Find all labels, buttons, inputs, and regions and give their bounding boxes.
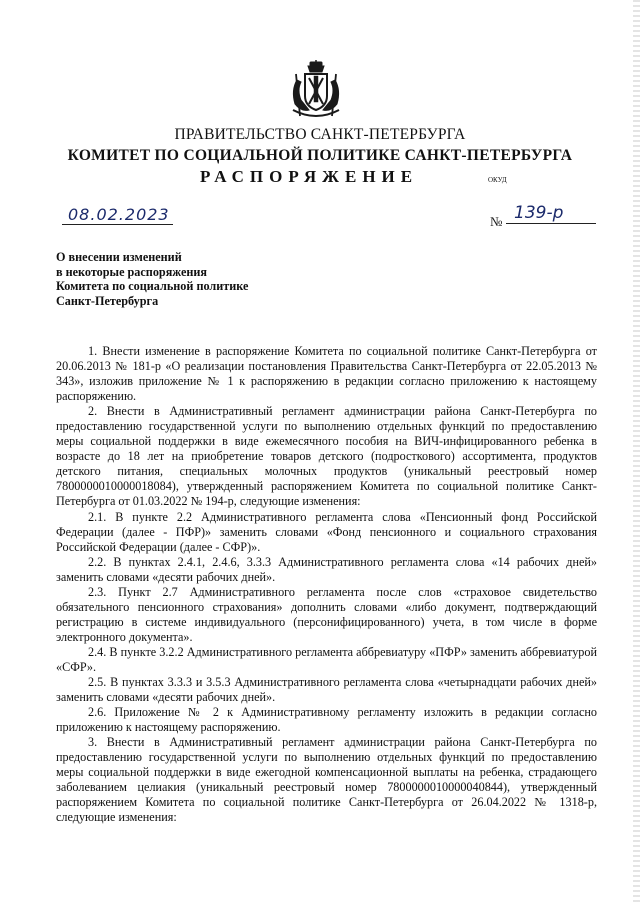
paragraph: 2.6. Приложение № 2 к Административному регламенту изложить в редакции согласно приложению к настоящему распоряжению. bbox=[56, 705, 597, 735]
paragraph: 3. Внести в Административный регламент администрации района Санкт-Петербурга по предоставлению государственной услуги по выполнению отдельных функций по предоставлению меры социальной поддержки в виде ежегодной компенсационной выплаты на ребенка, страдающего заболеванием целиакия (уникальный реестровый номер 7800000010000040844), утвержденный распоряжением Комитета по социальной политике Санкт-Петербурга от 26.04.2022 № 1318-р, следующие изменения: bbox=[56, 735, 597, 825]
paragraph: 2. Внести в Административный регламент администрации района Санкт-Петербурга по предоставлению государственной услуги по выполнению отдельных функций по предоставлению меры социальной поддержки в виде ежемесячного пособия на ВИЧ-инфицированного ребенка в возрасте до 18 лет на приобретение товаров детского (подросткового) ассортимента, продуктов детского питания, специальных молочных продуктов (уникальный реестровый номер 7800000010000018084), утвержденный распоряжением Комитета по социальной политике Санкт-Петербурга от 01.03.2022 № 194-р, следующие изменения: bbox=[56, 404, 597, 509]
document-date: 08.02.2023 bbox=[62, 205, 173, 225]
paragraph: 2.5. В пунктах 3.3.3 и 3.5.3 Административного регламента слова «четырнадцати рабочих дней» заменить словами «десяти рабочих дней». bbox=[56, 675, 597, 705]
subject-block bbox=[56, 250, 248, 308]
paragraph: 1. Внести изменение в распоряжение Комитета по социальной политике Санкт-Петербурга от 20.06.2013 № 181-р «О реализации постановления Правительства Санкт-Петербурга от 22.05.2013 № 343», изложив приложение № 1 к распоряжению в редакции согласно приложению к настоящему распоряжению. bbox=[56, 344, 597, 404]
number-label: № bbox=[490, 214, 503, 229]
document-type: РАСПОРЯЖЕНИЕ bbox=[200, 167, 419, 186]
coat-of-arms-icon bbox=[287, 60, 345, 122]
paragraph: 2.4. В пункте 3.2.2 Административного регламента аббревиатуру «ПФР» заменить аббревиатурой «СФР». bbox=[56, 644, 597, 674]
government-name: ПРАВИТЕЛЬСТВО САНКТ-ПЕТЕРБУРГА bbox=[174, 126, 466, 143]
subject-line: в некоторые распоряжения bbox=[56, 264, 208, 279]
document-body bbox=[56, 344, 597, 826]
paragraph: 2.1. В пункте 2.2 Административного регламента слова «Пенсионный фонд Российской Федерации (далее - ПФР)» заменить словами «Фонд пенсионного и социального страхования Российской Федерации (далее - СФР)». bbox=[56, 509, 597, 554]
okud-label: ОКУД bbox=[488, 176, 507, 184]
subject-line: Санкт-Петербурга bbox=[56, 293, 159, 308]
subject-line: О внесении изменений bbox=[56, 250, 182, 264]
paragraph: 2.3. Пункт 2.7 Административного регламента после слов «страховое свидетельство обязательного пенсионного страхования» дополнить словами «либо документ, подтверждающий регистрацию в системе индивидуального (персонифицированного) учета, в том числе в форме электронного документа». bbox=[56, 584, 597, 644]
subject-line: Комитета по социальной политике bbox=[56, 279, 249, 294]
document-number: 139-р bbox=[506, 203, 596, 224]
paragraph: 2.2. В пунктах 2.4.1, 2.4.6, 3.3.3 Административного регламента слова «14 рабочих дней» заменить словами «десяти рабочих дней». bbox=[56, 554, 597, 584]
committee-name: КОМИТЕТ ПО СОЦИАЛЬНОЙ ПОЛИТИКЕ САНКТ-ПЕТЕРБУРГА bbox=[67, 147, 573, 164]
